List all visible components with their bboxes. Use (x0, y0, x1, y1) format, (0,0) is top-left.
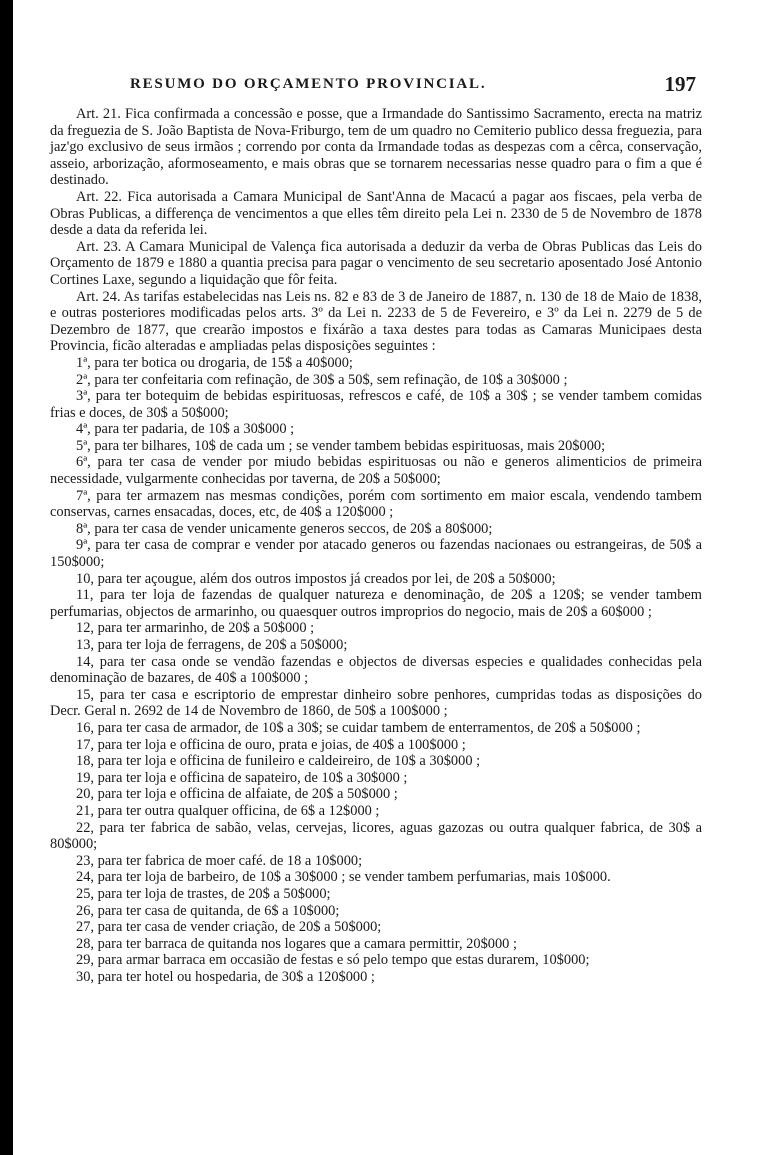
tariff-item: 13, para ter loja de ferragens, de 20$ a 50$000; (76, 637, 348, 653)
tariff-item: 25, para ter loja de trastes, de 20$ a 50$000; (76, 885, 331, 902)
tariff-item: 11, para ter loja de fazendas de qualquer natureza e denominação, de 20$ a 120$; se vender tambem perfumarias, objectos de armarinho, ou quaesquer outros improprios do negocio, mais de 20$ a 60$000 ; (50, 587, 702, 620)
tariff-item: 15, para ter casa e escriptorio de emprestar dinheiro sobre penhores, cumpridas todas as disposições do Decr. Geral n. 2692 de 14 de Novembro de 1860, de 50$ a 100$000 ; (50, 686, 702, 720)
tariff-item: 29, para armar barraca em occasião de festas e só pelo tempo que estas durarem, 10$000; (76, 952, 590, 969)
tariff-item: 5ª, para ter bilhares, 10$ de cada um ; se vender tambem bebidas espirituosas, mais 20$000; (76, 437, 606, 454)
tariff-item: 23, para ter fabrica de moer café. de 18 a 10$000; (76, 852, 363, 869)
document-page (50, 72, 702, 985)
article-22: Art. 22. Fica autorisada a Camara Municipal de Sant'Anna de Macacú a pagar aos fiscaes, pela verba de Obras Publicas, a differença de vencimentos a que elles têm direito pela Lei n. 2330 de 5 de Novembro de 1878 desde a data da referida lei. (50, 188, 702, 239)
tariff-item: 27, para ter casa de vender criação, de 20$ a 50$000; (76, 919, 382, 936)
page-header (50, 72, 702, 100)
article-24: Art. 24. As tarifas estabelecidas nas Leis ns. 82 e 83 de 3 de Janeiro de 1887, n. 130 de 18 de Maio de 1838, e outras posteriores modificadas pelos arts. 3º da Lei n. 2233 de 5 de Fevereiro, e 3º da Lei n. 2279 de 5 de Dezembro de 1877, que crearão impostos e fixárão a taxa destes para todas as Camaras Municipaes desta Provincia, ficão alteradas e ampliadas pelas disposições seguintes : (50, 288, 702, 355)
tariff-item: 20, para ter loja e officina de alfaiate, de 20$ a 50$000 ; (76, 786, 398, 803)
article-21: Art. 21. Fica confirmada a concessão e posse, que a Irmandade do Santissimo Sacramento, erecta na matriz da freguezia de S. João Baptista de Nova-Friburgo, tem de um quadro no Cemiterio publico dessa freguezia, para jaz'go exclusivo de seus irmãos ; correndo por conta da Irmandade todas as despezas com a cêrca, conservação, asseio, arborização, aformoseamento, e mais obras que se tornarem necessarias nesse quadro para o fim a que é destinado. (50, 106, 702, 189)
running-head: RESUMO DO ORÇAMENTO PROVINCIAL. (130, 76, 487, 92)
tariff-item: 7ª, para ter armazem nas mesmas condições, porém com sortimento em maior escala, vendendo tambem conservas, carnes ensacadas, doces, etc, de 40$ a 120$000 ; (50, 487, 702, 521)
tariff-item: 9ª, para ter casa de comprar e vender por atacado generos ou fazendas nacionaes ou estrangeiras, de 50$ a 150$000; (50, 537, 702, 571)
tariff-item: 14, para ter casa onde se vendão fazendas e objectos de diversas especies e qualidades conhecidas pela denominação de bazares, de 40$ a 100$000 ; (50, 653, 702, 687)
tariff-item: 2ª, para ter confeitaria com refinação, de 30$ a 50$, sem refinação, de 10$ a 30$000 ; (76, 371, 568, 388)
tariff-item: 4ª, para ter padaria, de 10$ a 30$000 ; (76, 421, 295, 438)
tariff-item: 6ª, para ter casa de vender por miudo bebidas espirituosas ou não e generos alimenticios de primeira necessidade, vulgarmente conhecidas por taverna, de 20$ a 50$000; (50, 454, 702, 488)
tariff-item: 8ª, para ter casa de vender unicamente generos seccos, de 20$ a 80$000; (76, 520, 493, 537)
tariff-item: 30, para ter hotel ou hospedaria, de 30$ a 120$000 ; (76, 968, 375, 985)
page-number: 197 (664, 72, 696, 96)
tariff-item: 21, para ter outra qualquer officina, de 6$ a 12$000 ; (76, 802, 380, 819)
tariff-item: 16, para ter casa de armador, de 10$ a 30$; se cuidar tambem de enterramentos, de 20$ a 50$000 ; (76, 719, 641, 736)
tariff-item: 1ª, para ter botica ou drogaria, de 15$ a 40$000; (76, 354, 353, 371)
body-text (50, 106, 702, 985)
tariff-item: 24, para ter loja de barbeiro, de 10$ a 30$000 ; se vender tambem perfumarias, mais 10$000. (76, 869, 611, 886)
tariff-item: 17, para ter loja e officina de ouro, prata e joias, de 40$ a 100$000 ; (76, 736, 466, 753)
tariff-item: 28, para ter barraca de quitanda nos logares que a camara permittir, 20$000 ; (76, 935, 517, 952)
binding-edge (0, 0, 13, 1155)
tariff-item: 10, para ter açougue, além dos outros impostos já creados por lei, de 20$ a 50$000; (76, 570, 556, 587)
tariff-item: 3ª, para ter botequim de bebidas espirituosas, refrescos e café, de 10$ a 30$ ; se vender tambem comidas frias e doces, de 30$ a 50$000; (50, 388, 702, 421)
tariff-item: 19, para ter loja e officina de sapateiro, de 10$ a 30$000 ; (76, 769, 408, 786)
tariff-item: 22, para ter fabrica de sabão, velas, cervejas, licores, aguas gazozas ou outra qualquer fabrica, de 30$ a 80$000; (50, 819, 702, 853)
article-23: Art. 23. A Camara Municipal de Valença fica autorisada a deduzir da verba de Obras Publicas das Leis do Orçamento de 1879 e 1880 a quantia precisa para pagar o vencimento de seu secretario aposentado José Antonio Cortines Laxe, segundo a liquidação que fôr feita. (50, 238, 702, 288)
tariff-item: 26, para ter casa de quitanda, de 6$ a 10$000; (76, 902, 340, 919)
tariff-item: 12, para ter armarinho, de 20$ a 50$000 ; (76, 620, 315, 637)
tariff-item: 18, para ter loja e officina de funileiro e caldeireiro, de 10$ a 30$000 ; (76, 753, 481, 770)
